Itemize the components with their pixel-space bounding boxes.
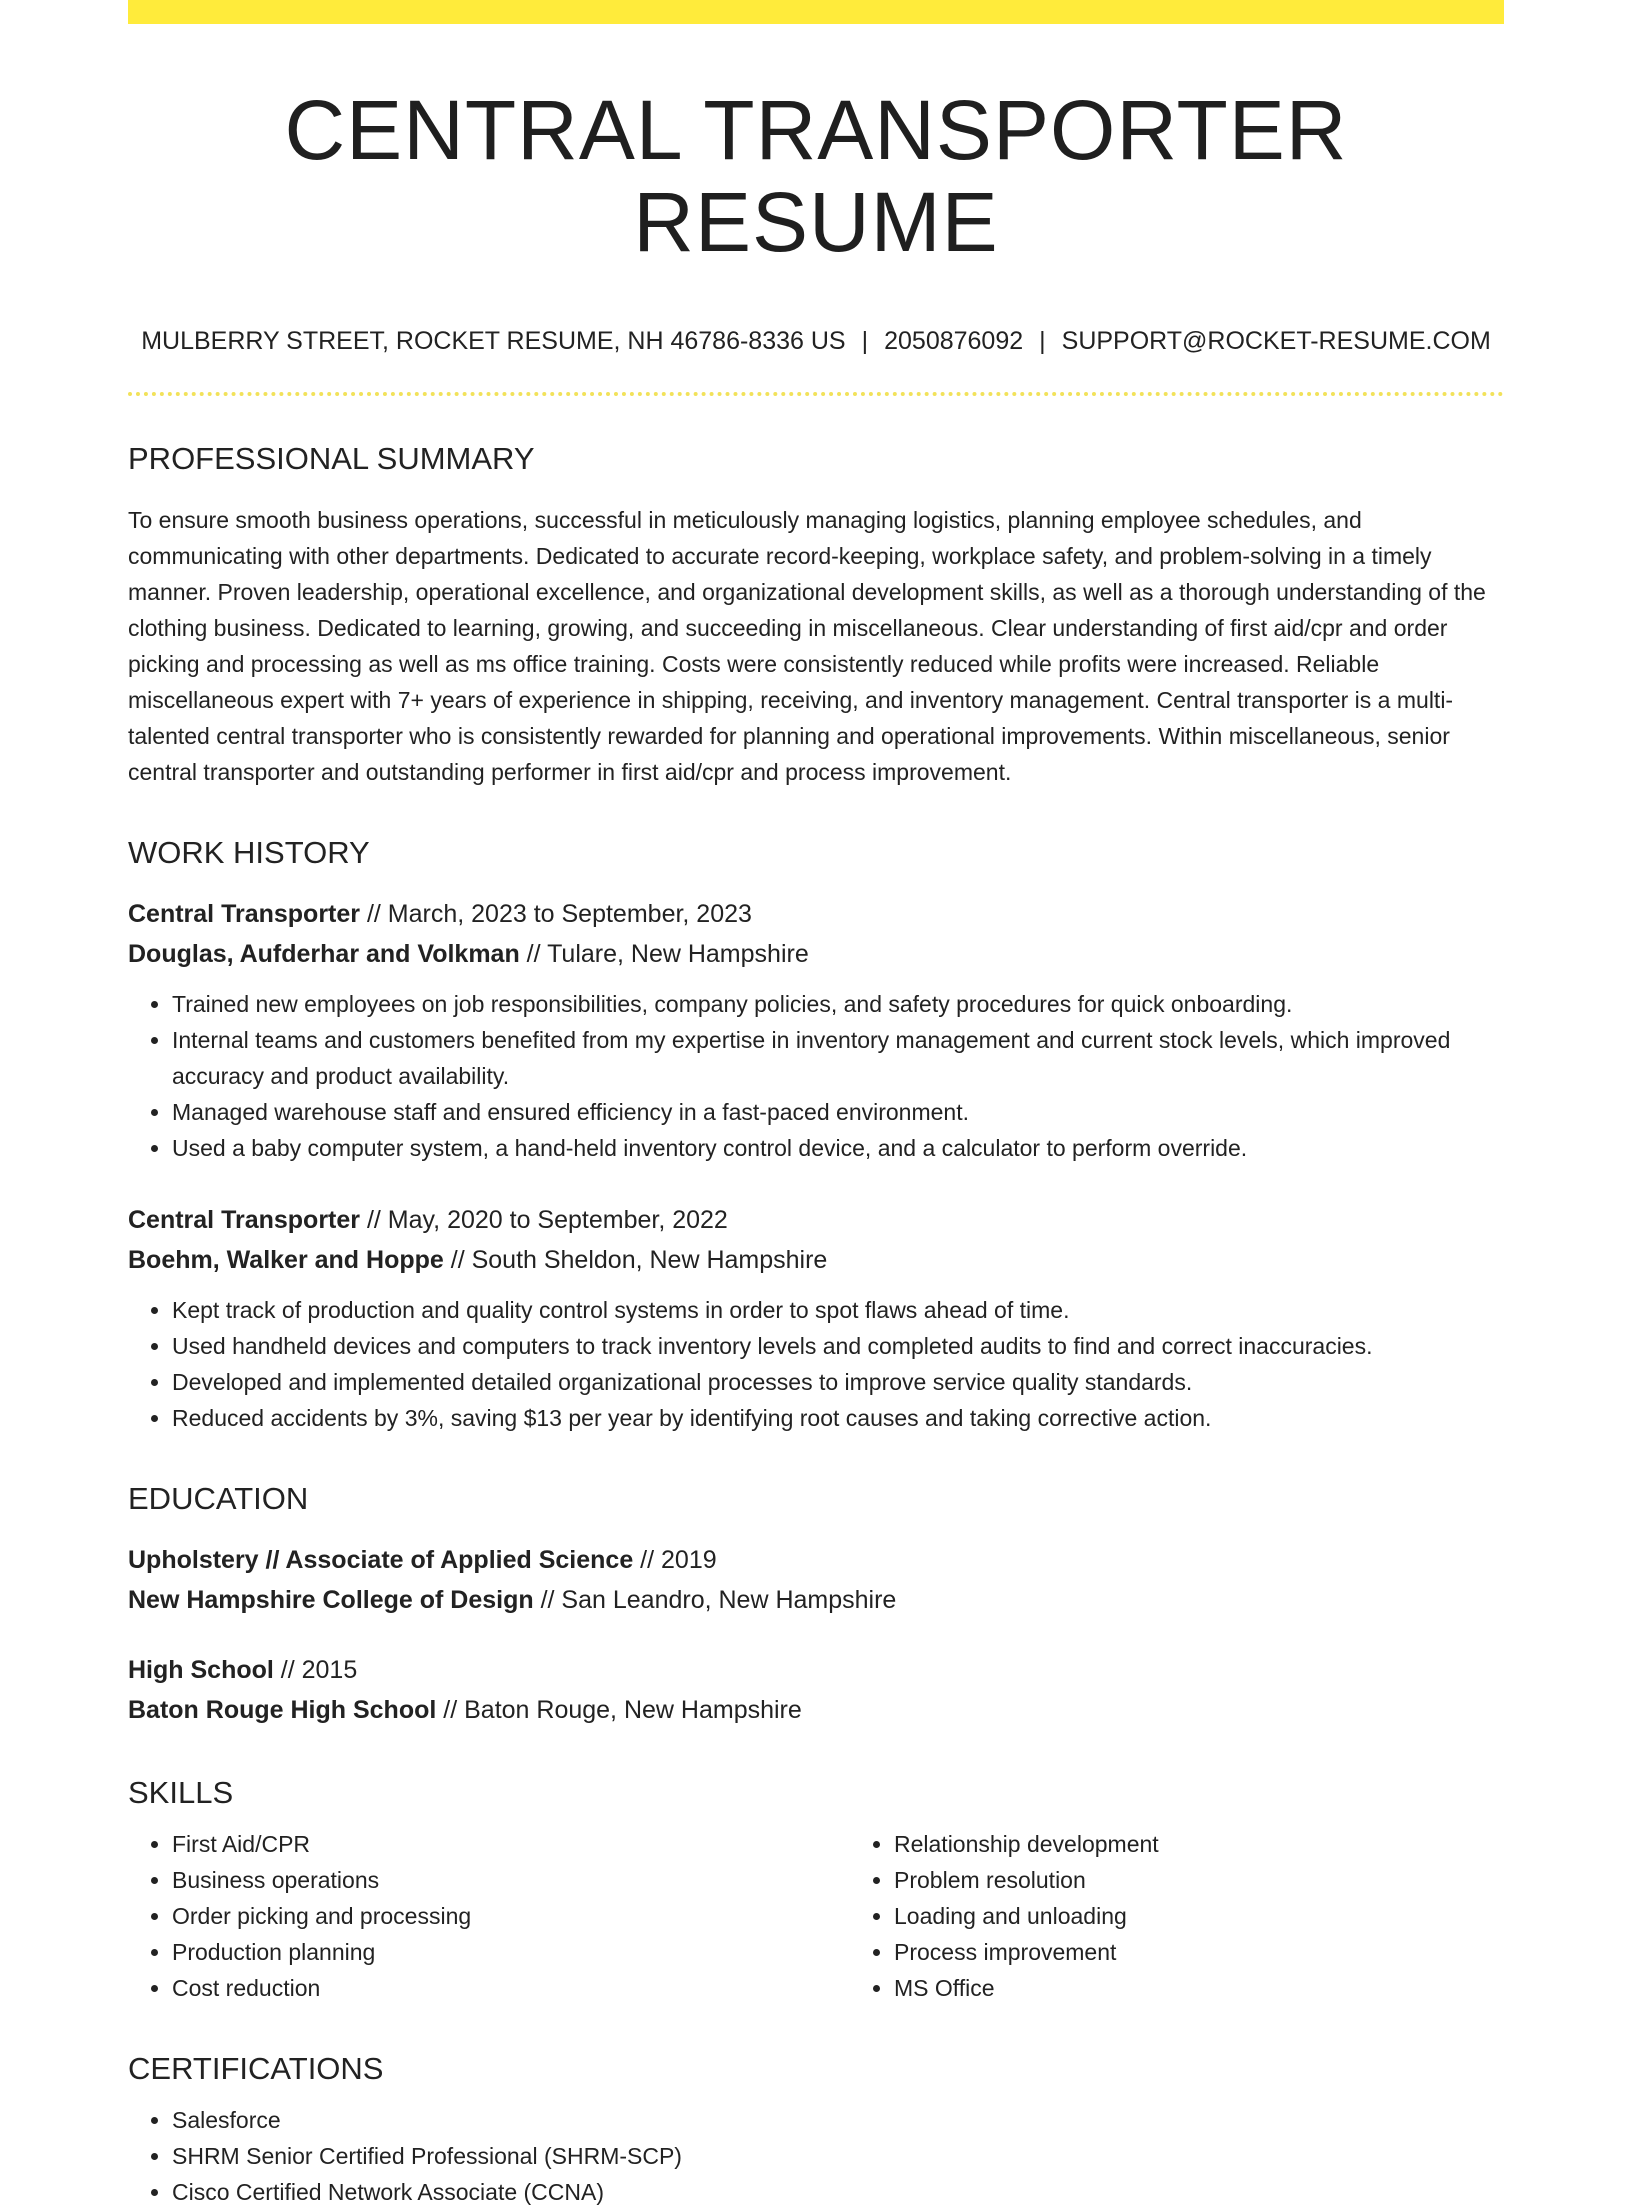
list-item: • Trained new employees on job responsibilities, company policies, and safety procedures for quick onboarding. — [172, 986, 1504, 1022]
job-title: Central Transporter — [128, 899, 361, 928]
education-school: New Hampshire College of Design — [128, 1586, 534, 1615]
summary-heading: PROFESSIONAL SUMMARY — [128, 440, 535, 476]
education-location: // Baton Rouge, New Hampshire — [436, 1696, 802, 1725]
list-item: • Used a baby computer system, a hand-held inventory control device, and a calculator to perform override. — [172, 1130, 1504, 1166]
job-title-line — [128, 1200, 1504, 1240]
skill-item: • MS Office — [894, 1970, 1159, 2006]
education-degree: Upholstery // Associate of Applied Science — [128, 1546, 634, 1575]
certification-item: • Cisco Certified Network Associate (CCNA) — [172, 2174, 1504, 2210]
contact-phone: 2050876092 — [884, 326, 1024, 355]
accent-bar — [128, 0, 1504, 24]
header-divider — [128, 392, 1504, 396]
education-degree-line — [128, 1650, 1504, 1690]
skill-item: • Relationship development — [894, 1826, 1159, 1862]
education-degree: High School — [128, 1656, 274, 1685]
education-school-line — [128, 1580, 1504, 1620]
job-entry — [128, 1200, 1504, 1436]
resume-page — [128, 0, 1504, 2210]
skills-heading: SKILLS — [128, 1775, 234, 1811]
job-title-line — [128, 894, 1504, 934]
job-company: Douglas, Aufderhar and Volkman — [128, 939, 520, 968]
list-item: • Managed warehouse staff and ensured efficiency in a fast-paced environment. — [172, 1094, 1504, 1130]
education-entry — [128, 1540, 1504, 1620]
education-degree-line — [128, 1540, 1504, 1580]
education-school-line — [128, 1690, 1504, 1730]
education-heading: EDUCATION — [128, 1480, 309, 1516]
certifications-heading: CERTIFICATIONS — [128, 2051, 384, 2087]
contact-separator: | — [861, 326, 869, 355]
contact-line — [128, 327, 1504, 356]
contact-email: SUPPORT@ROCKET-RESUME.COM — [1061, 326, 1491, 355]
job-entry — [128, 894, 1504, 1166]
certifications-list — [128, 2102, 1504, 2210]
skill-item: • First Aid/CPR — [172, 1826, 850, 1862]
education-year: // 2015 — [273, 1656, 358, 1685]
page-title: CENTRAL TRANSPORTER RESUME — [284, 83, 1348, 270]
skill-item: • Loading and unloading — [894, 1898, 1159, 1934]
job-location: // Tulare, New Hampshire — [519, 939, 809, 968]
skill-item: • Business operations — [172, 1862, 850, 1898]
skill-item: • Process improvement — [894, 1934, 1159, 1970]
education-year: // 2019 — [633, 1546, 717, 1575]
job-company: Boehm, Walker and Hoppe — [128, 1245, 444, 1274]
list-item: • Used handheld devices and computers to track inventory levels and completed audits to find and correct inaccuracies. — [172, 1328, 1504, 1364]
job-company-line — [128, 934, 1504, 974]
education-location: // San Leandro, New Hampshire — [533, 1586, 897, 1615]
summary-text: To ensure smooth business operations, successful in meticulously managing logistics, planning employee schedules, and communicating with other departments. Dedicated to accurate record-keeping, workplace safety, and problem-solving in a timely manner. Proven leadership, operational excellence, and organizational development skills, as well as a thorough understanding of the clothing business. Dedicated to learning, growing, and succeeding in miscellaneous. Clear understanding of first aid/cpr and order picking and processing as well as ms office training. Costs were consistently reduced while profits were increased. Reliable miscellaneous expert with 7+ years of experience in shipping, receiving, and inventory management. Central transporter is a multi-talented central transporter who is consistently rewarded for planning and operational improvements. Within miscellaneous, senior central transporter and outstanding performer in first aid/cpr and process improvement. — [128, 506, 1486, 785]
list-item: • Kept track of production and quality control systems in order to spot flaws ahead of time. — [172, 1292, 1504, 1328]
job-title: Central Transporter — [128, 1205, 361, 1234]
skill-item: • Problem resolution — [894, 1862, 1159, 1898]
job-bullets — [128, 1292, 1504, 1436]
contact-address: MULBERRY STREET, ROCKET RESUME, NH 46786-8336 US — [141, 326, 846, 355]
list-item: • Reduced accidents by 3%, saving $13 per year by identifying root causes and taking corrective action. — [172, 1400, 1504, 1436]
skills-list-right — [850, 1826, 1159, 2006]
job-company-line — [128, 1240, 1504, 1280]
certification-item: • SHRM Senior Certified Professional (SHRM-SCP) — [172, 2138, 1504, 2174]
list-item: • Developed and implemented detailed organizational processes to improve service quality standards. — [172, 1364, 1504, 1400]
job-bullets — [128, 986, 1504, 1166]
skill-item: • Production planning — [172, 1934, 850, 1970]
job-dates: // March, 2023 to September, 2023 — [360, 899, 752, 928]
job-dates: // May, 2020 to September, 2022 — [360, 1205, 728, 1234]
contact-separator: | — [1039, 326, 1046, 355]
skill-item: • Cost reduction — [172, 1970, 850, 2006]
education-entry — [128, 1650, 1504, 1730]
education-school: Baton Rouge High School — [128, 1696, 437, 1725]
skill-item: • Order picking and processing — [172, 1898, 850, 1934]
work-history-heading: WORK HISTORY — [128, 834, 370, 870]
skills-columns — [128, 1826, 1504, 2006]
skills-list-left — [128, 1826, 850, 2006]
list-item: • Internal teams and customers benefited from my expertise in inventory management and current stock levels, which improved accuracy and product availability. — [172, 1022, 1504, 1094]
certification-item: • Salesforce — [172, 2102, 1504, 2138]
job-location: // South Sheldon, New Hampshire — [443, 1245, 828, 1274]
